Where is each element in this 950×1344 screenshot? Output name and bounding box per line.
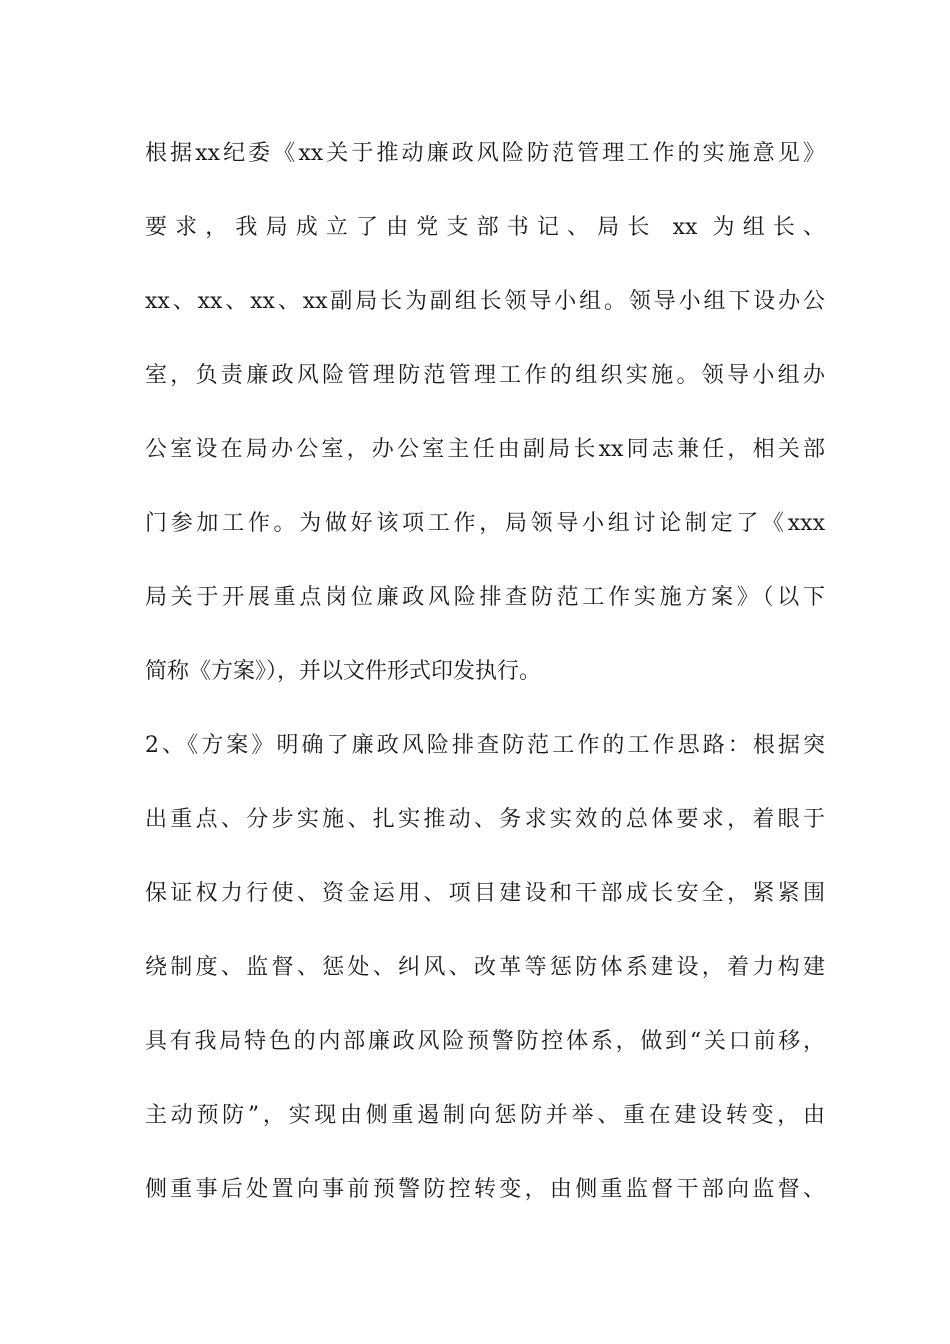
text-line-11: 保证权力行使、资金运用、项目建设和干部成长安全，紧紧围 (145, 881, 825, 906)
text-line-2: 要求，我局成立了由党支部书记、局长 xx 为组长、 (145, 215, 825, 240)
text-line-12: 绕制度、监督、惩处、纠风、改革等惩防体系建设，着力构建 (145, 955, 825, 980)
text-line-14: 主动预防”，实现由侧重遏制向惩防并举、重在建设转变，由 (145, 1103, 825, 1128)
text-line-10: 出重点、分步实施、扎实推动、务求实效的总体要求，着眼于 (145, 807, 825, 832)
text-line-4: 室，负责廉政风险管理防范管理工作的组织实施。领导小组办 (145, 363, 825, 388)
text-line-9: 2、《方案》明确了廉政风险排查防范工作的工作思路：根据突 (145, 733, 825, 758)
text-line-8: 简称《方案》），并以文件形式印发执行。 (145, 659, 542, 684)
text-line-7: 局关于开展重点岗位廉政风险排查防范工作实施方案》（以下 (145, 585, 825, 610)
text-line-13: 具有我局特色的内部廉政风险预警防控体系，做到“关口前移， (145, 1029, 825, 1054)
text-line-5: 公室设在局办公室，办公室主任由副局长xx同志兼任，相关部 (145, 437, 825, 462)
text-line-6: 门参加工作。为做好该项工作，局领导小组讨论制定了《xxx (145, 511, 825, 536)
text-line-15: 侧重事后处置向事前预警防控转变，由侧重监督干部向监督、 (145, 1177, 825, 1202)
text-line-1: 根据xx纪委《xx关于推动廉政风险防范管理工作的实施意见》 (145, 141, 825, 166)
text-line-3: xx、xx、xx、xx副局长为副组长领导小组。领导小组下设办公 (145, 289, 825, 314)
